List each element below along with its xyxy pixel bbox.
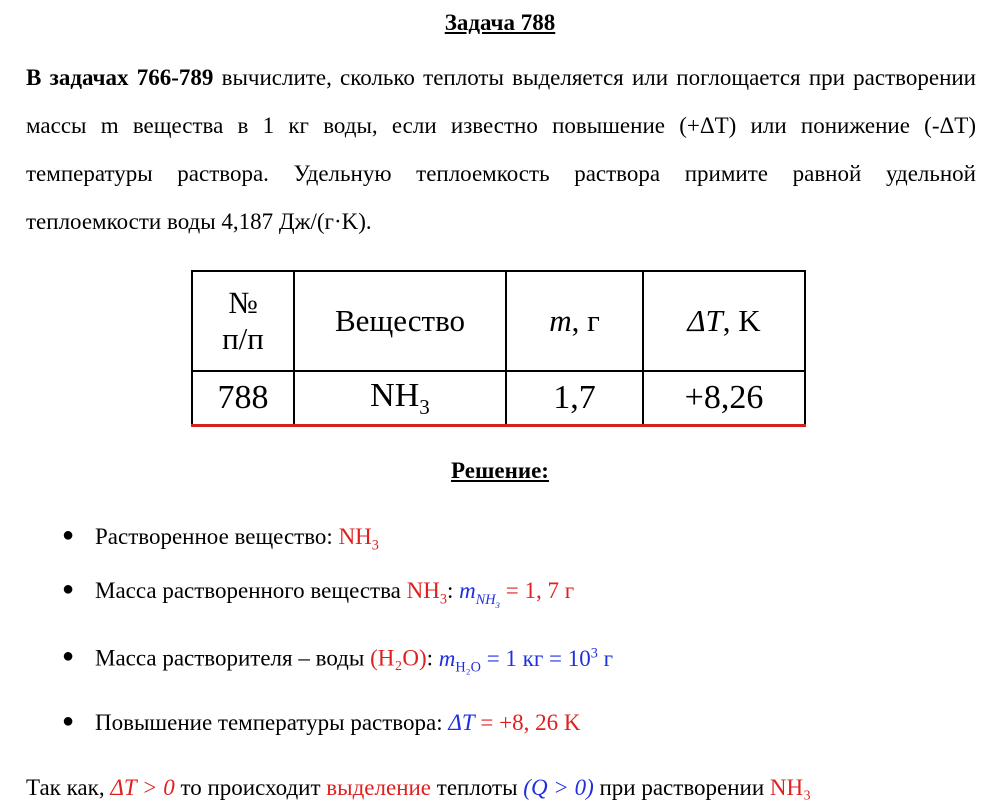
header-mass-symbol: m	[549, 303, 572, 338]
conclusion-line	[26, 775, 986, 801]
bullet-dot-icon: ●	[62, 578, 75, 600]
formula-temperature-rise: ΔT = +8, 26 K	[448, 710, 581, 735]
bullet-temperature-rise-label: Повышение температуры раствора:	[95, 710, 449, 735]
cell-substance-sub: 3	[419, 394, 430, 419]
cell-mass: 1,7	[506, 371, 643, 426]
formula-solute-mass: $m_{NH_3} = 1$, 7 г	[459, 578, 575, 610]
formula-solvent-mass: $m_{H_2O} = 1$ кг = $10^3$ г	[438, 645, 614, 676]
conclusion-text-3: теплоты	[431, 775, 524, 800]
header-mass-unit: , г	[571, 303, 600, 338]
header-delta-t	[643, 271, 805, 371]
bullet-solute-mass-label: Масса растворенного вещества	[95, 578, 407, 603]
bullet-solute-mass-substance: $NH_3$	[406, 578, 447, 608]
conclusion-substance: NH₃	[769, 775, 812, 800]
bullet-solvent-mass-label: Масса растворителя – воды	[95, 645, 371, 671]
header-num-line2: п/п	[222, 321, 264, 356]
task-statement	[26, 54, 976, 246]
header-num	[192, 271, 294, 371]
header-delta-t-symbol: ΔT	[687, 303, 723, 338]
conclusion-highlight: выделение	[326, 775, 432, 800]
solution-title: Решение:	[451, 458, 549, 483]
table-header-row	[192, 271, 805, 371]
data-table	[191, 270, 806, 427]
bullet-solute-label: Растворенное вещество:	[95, 524, 339, 549]
bullet-solvent-mass-substance: (H₂O)	[370, 645, 427, 671]
header-substance: Вещество	[294, 271, 506, 371]
bullet-dot-icon: ●	[62, 710, 75, 732]
bullet-solute-value: $NH_3$	[338, 524, 379, 554]
cell-substance	[294, 371, 506, 426]
task-title: Задача 788	[444, 10, 556, 35]
colon: :	[446, 578, 460, 603]
conclusion-text-4: при растворении	[593, 775, 770, 800]
conclusion-text-1: Так как,	[26, 775, 111, 800]
cell-substance-base: NH	[370, 376, 420, 414]
conclusion-text-2: то происходит	[174, 775, 327, 800]
conclusion-formula-1: ΔT > 0	[110, 775, 175, 800]
cell-num: 788	[192, 371, 294, 426]
cell-delta-t: +8,26	[643, 371, 805, 426]
header-mass	[506, 271, 643, 371]
colon: :	[426, 645, 439, 671]
conclusion-formula-2: (Q > 0)	[523, 775, 594, 800]
task-statement-text: вычислите, сколько теплоты выделяется или поглощается при растворении массы m вещества в 1 кг воды, если известно повышение (+ΔT) или понижение (-ΔT) температуры раствора. Удельную теплоемкость раствора примите равной удельной теплоемкости воды 4,187 Дж/(г·K).	[26, 65, 976, 234]
bullet-dot-icon: ●	[62, 645, 75, 667]
header-num-line1: №	[228, 285, 258, 320]
table-row	[192, 371, 805, 426]
task-statement-lead: В задачах 766-789	[26, 65, 214, 90]
header-delta-t-unit: , K	[722, 303, 761, 338]
bullet-dot-icon: ●	[62, 524, 75, 546]
